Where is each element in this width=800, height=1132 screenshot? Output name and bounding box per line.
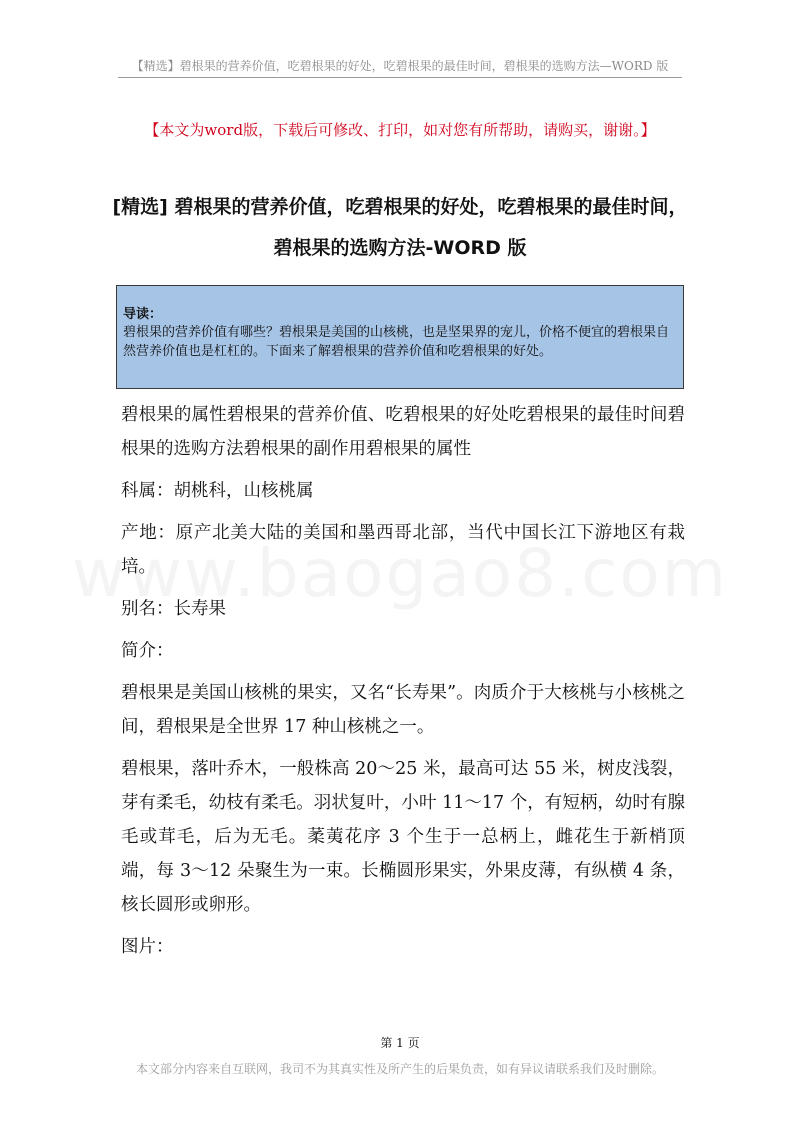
paragraph-attributes: 碧根果的属性碧根果的营养价值、吃碧根果的好处吃碧根果的最佳时间碧根果的选购方法碧根果的副作用碧根果的属性 [121, 405, 685, 459]
paragraph-intro: 碧根果是美国山核桃的果实，又名“长寿果”。肉质介于大核桃与小核桃之间，碧根果是全世界 17 种山核桃之一。 [121, 683, 685, 737]
word-version-notice: 【本文为word版，下载后可修改、打印，如对您有所帮助，请购买，谢谢。】 [144, 121, 656, 139]
paragraph-description: 碧根果，落叶乔木，一般株高 20～25 米，最高可达 55 米，树皮浅裂，芽有柔毛，幼枝有柔毛。羽状复叶，小叶 11～17 个，有短柄，幼时有腺毛或茸毛，后为无毛。葇荑花序 3 个生于一总柄上，雌花生于新梢顶端，每 3～12 朵聚生为一束。长椭圆形果实，外果皮薄，有纵横 4 条，核长圆形或卵形。 [121, 759, 685, 915]
document-title-line-1: [精选] 碧根果的营养价值，吃碧根果的好处，吃碧根果的最佳时间， [112, 196, 688, 218]
document-title-line-2: 碧根果的选购方法-WORD 版 [273, 237, 527, 259]
guide-label: 导读： [123, 307, 163, 322]
guide-box [116, 285, 684, 389]
header-divider [118, 77, 682, 78]
running-header: 【精选】碧根果的营养价值，吃碧根果的好处，吃碧根果的最佳时间，碧根果的选购方法—WORD 版 [131, 59, 669, 73]
paragraph-alias: 别名：长寿果 [121, 599, 226, 619]
guide-text: 碧根果的营养价值有哪些？碧根果是美国的山核桃，也是坚果界的宠儿，价格不便宜的碧根果自然营养价值也是杠杠的。下面来了解碧根果的营养价值和吃碧根果的好处。 [123, 325, 670, 359]
paragraph-images-heading: 图片： [121, 937, 174, 957]
paragraph-family: 科属：胡桃科，山核桃属 [121, 481, 314, 501]
paragraph-origin: 产地：原产北美大陆的美国和墨西哥北部，当代中国长江下游地区有栽培。 [121, 523, 685, 577]
article-body [121, 398, 685, 972]
paragraph-intro-heading: 简介： [121, 641, 174, 661]
footer-disclaimer: 本文部分内容来自互联网，我司不为其真实性及所产生的后果负责，如有异议请联系我们及时删除。 [135, 1062, 664, 1076]
page-number: 第 1 页 [380, 1036, 420, 1050]
